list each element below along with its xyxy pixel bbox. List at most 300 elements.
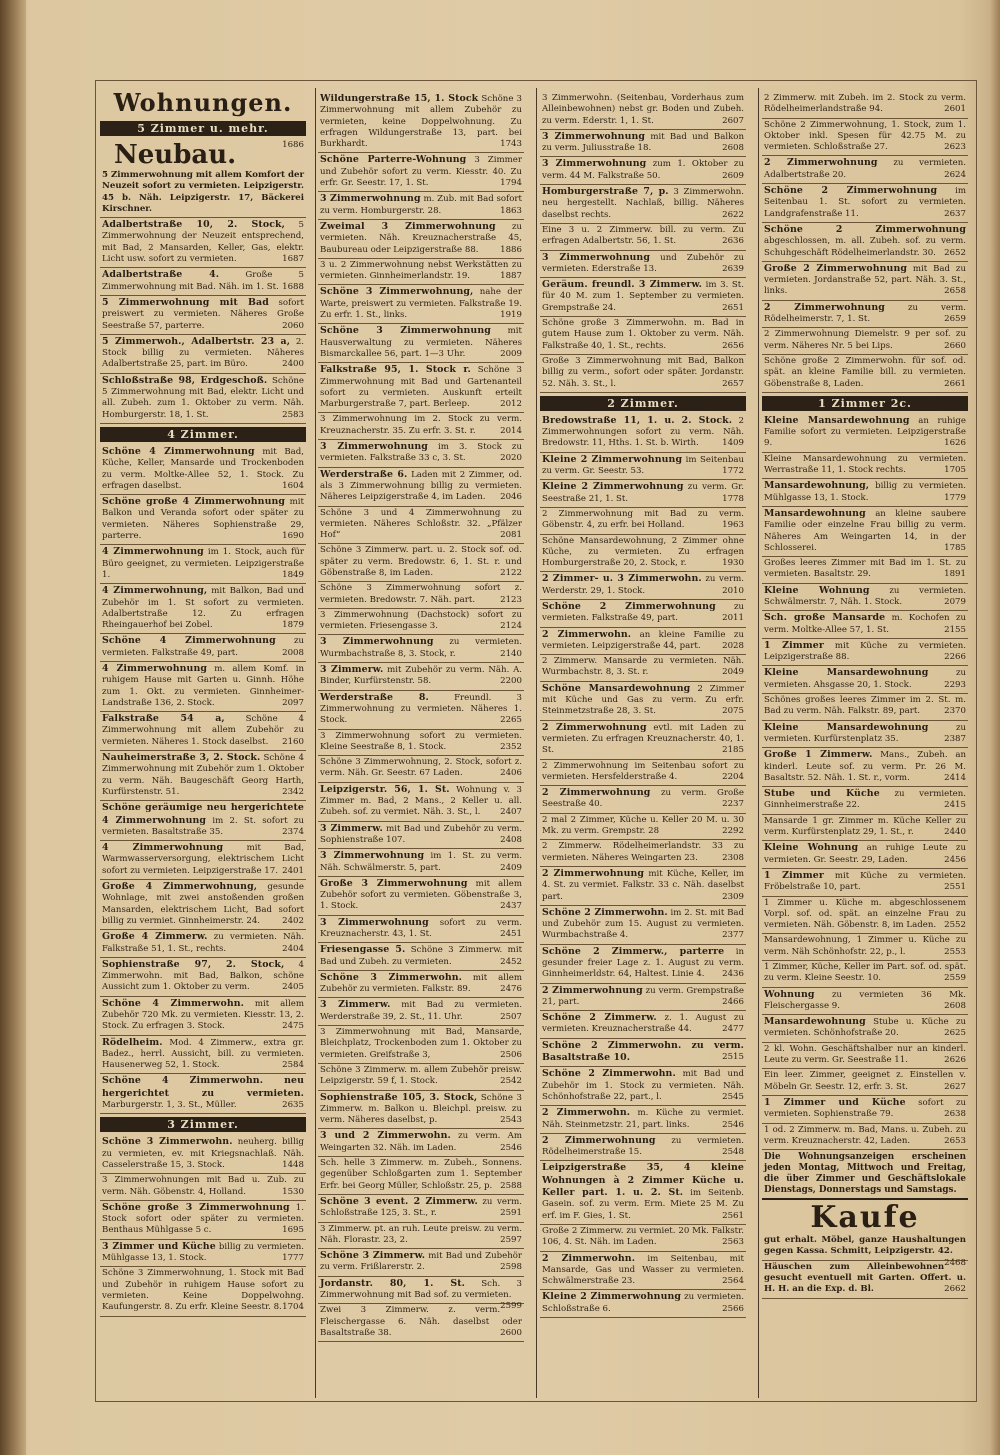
ad-text: Schöne große 3 Zimmerwohn. m. Bad in gutem Hause zum 1. Oktober zu verm. Näh. Falkstraße 40, 1. St., rechts.	[542, 318, 744, 351]
ad-heading: Wohnung	[764, 988, 815, 1000]
ad-text: 1. Stock sofort oder später zu vermieten. Benthaus Mühlgasse 5 c.	[102, 1202, 304, 1236]
page-gutter	[0, 0, 26, 1455]
ad-number: 2657	[722, 378, 744, 389]
ad-text: 3 Zimmerwohnung mit Bad, Mansarde, Bleichplatz, Trockenboden zum 1. Oktober zu vermieten. Greifstraße 3,	[320, 1027, 522, 1060]
ad-heading: Schöne 3 event. 2 Zimmerw.	[320, 1195, 478, 1207]
ad-text: mit Küche zu vermieten. Fröbelstraße 10, part.	[764, 870, 966, 893]
ad-text: Laden mit 2 Zimmer, od. als 3 Zimmerwohnung billig zu vermieten. Näheres Leipzigerstraße 4, im Laden.	[320, 469, 523, 503]
ad-number: 2542	[500, 1076, 522, 1087]
ad-text: Schöne 4 Zimmerwohnung mit Zubehör zum 1. Oktober zu verm. Näh. Baugeschäft Georg Harth, Kurfürstenstr. 51.	[102, 753, 305, 797]
ad-entry	[762, 815, 968, 842]
ad-number: 2451	[500, 929, 522, 939]
ad-text: zu vermieten 36 Mk. Fleischergasse 9.	[764, 989, 966, 1011]
ad-entry	[762, 1015, 968, 1043]
ad-entry	[540, 317, 746, 355]
ad-text: im Seitenbau zu verm. Gr. Seestr. 53.	[542, 454, 745, 477]
ad-number: 2660	[944, 340, 966, 351]
ad-entry	[540, 251, 746, 279]
ad-entry	[318, 1064, 524, 1091]
ad-entry	[762, 1124, 968, 1151]
ad-text: Schöne 3 Zimmerw. m. allem Zubehör preisw. Leipzigerstr. 59 f, 1. Stock.	[320, 1064, 522, 1087]
ad-entry	[100, 1036, 306, 1075]
ad-heading: Schöne 2 Zimmerwohn. zu verm. Basaltstraße 10.	[542, 1039, 744, 1064]
ad-number: 2400	[282, 359, 304, 370]
ad-text: 3 Zimmerwohnungen mit Bad u. Zub. zu verm. Näh. Göbenstr. 4, Holland.	[102, 1175, 304, 1197]
ad-heading: 3 Zimmerwohnung	[320, 441, 428, 453]
ad-entry	[540, 508, 746, 535]
ad-text: Schöne 3 Zimmerw. m. Balkon u. Bleichpl. preisw. zu verm. Näheres daselbst, p.	[320, 1092, 523, 1126]
ad-entry	[540, 535, 746, 573]
ad-entry	[318, 1157, 524, 1195]
ad-number: 2011	[722, 613, 744, 624]
ad-number: 1686	[282, 140, 304, 150]
ad-number: 2597	[500, 1234, 522, 1245]
ad-entry	[540, 157, 746, 185]
ad-number: 2561	[722, 1210, 744, 1221]
ad-text: 1 Zimmer u. Küche m. abgeschlossenem Vorpl. sof. od. spät. an einzelne Frau zu vermieten. Näh. Göbenstr. 8, im Laden.	[764, 897, 966, 931]
ad-text: Mansarde 1 gr. Zimmer m. Küche Keller zu verm. Kurfürstenplatz 29, 1. St., r.	[764, 815, 966, 838]
ad-number: 2566	[722, 1303, 744, 1314]
ad-entry	[100, 801, 306, 841]
ad-entry	[762, 1069, 968, 1096]
ad-entry	[762, 1043, 968, 1070]
ad-entry	[100, 751, 306, 801]
ad-text: z. 1. August zu vermieten. Kreuznacherstraße 44.	[542, 1013, 744, 1035]
ad-text: mit Zubehör zu verm. Näh. A. Binder, Kurfürstenstr. 58.	[320, 665, 523, 687]
ad-entry	[762, 507, 968, 557]
column-1	[100, 92, 306, 1392]
ad-number: 2563	[722, 1237, 744, 1248]
ad-entry	[762, 787, 968, 815]
ad-entry	[318, 220, 524, 259]
ad-number: 2293	[944, 679, 966, 690]
ad-number: 2466	[722, 996, 744, 1007]
ad-number: 2266	[944, 652, 966, 663]
ad-heading: Falkstraße 95, 1. Stock r.	[320, 364, 471, 376]
ad-heading: 1 Zimmer	[764, 869, 824, 881]
ad-entry	[318, 92, 524, 153]
ad-entry	[540, 1011, 746, 1039]
ad-text: sofort zu verm. Kreuznacherstr. 43, 1. St.	[320, 917, 522, 939]
ad-entry	[540, 840, 746, 867]
ad-entry	[762, 869, 968, 897]
ad-text: billig zu vermieten. Mühlgasse 13, 1. Stock.	[764, 481, 966, 503]
section-header-three-rooms: 3 Zimmer.	[100, 1117, 306, 1132]
ad-heading: Zweimal 3 Zimmerwohnung	[320, 220, 496, 232]
ad-entry	[318, 507, 524, 545]
ad-number: 1919	[500, 310, 522, 321]
ad-text: im 2. St. mit Bad und Zubehör zum 15. August zu vermieten. Wurmbachstraße 4.	[542, 907, 745, 941]
ad-entry	[100, 296, 306, 335]
ad-entry	[318, 849, 524, 877]
ad-heading: Geräum. freundl. 3 Zimmerw.	[542, 279, 703, 291]
ad-entry	[762, 666, 968, 694]
ad-heading: 3 Zimmerw.	[320, 999, 391, 1011]
ad-number: 2548	[722, 1147, 744, 1158]
ad-entry	[100, 634, 306, 662]
ad-number: 2408	[500, 834, 522, 845]
ad-heading: 3 Zimmer und Küche	[102, 1240, 216, 1252]
ad-entry	[318, 1304, 524, 1342]
column-2	[318, 92, 524, 1392]
ad-number: 2552	[944, 920, 966, 931]
ad-entry	[762, 223, 968, 262]
ad-text: im Seitenbau, mit Mansarde, Gas und Wasser zu vermieten. Schwälmerstraße 23.	[542, 1253, 744, 1287]
ad-entry	[100, 1201, 306, 1240]
ad-heading: Schöne 3 Zimmerwohn.	[102, 1136, 233, 1148]
ad-text: Schöne 3 Zimmerw. part. u. 2. Stock sof. od. später zu verm. Bredowstr. 6, 1. St. r. und Göbenstraße 8, im Laden.	[320, 545, 522, 578]
ad-number: 2546	[500, 1142, 522, 1153]
ad-heading: Kleine Mansardewohnung	[764, 667, 929, 679]
ad-text: zu vermieten. Adalbertstraße 20.	[764, 158, 966, 180]
ad-number: 2440	[944, 827, 966, 838]
ad-entry	[318, 691, 524, 730]
ad-text: Sch. 3 Zimmerwohnung mit Bad sof. zu vermieten.	[320, 1278, 522, 1301]
ad-text: m. Küche zu vermiet. Näh. Steinmetzstr. 21, part. links.	[542, 1108, 744, 1130]
ad-text: in gesunder freier Lage z. 1. August zu verm. Ginnheimerldstr. 64, Haltest. Linie 4.	[542, 946, 744, 980]
ad-heading: 1 Zimmer und Küche	[764, 1096, 906, 1108]
ad-number: 1705	[944, 465, 966, 476]
ad-text: zu verm. Am Weingarten 32. Näh. im Laden.	[320, 1131, 523, 1153]
ad-entry	[318, 582, 524, 609]
ad-heading: 2 Zimmerwohnung	[542, 1134, 656, 1146]
ad-text: mit allem Zubehör zu vermieten. Falkstr. 89.	[320, 972, 522, 995]
ad-number: 2407	[500, 807, 522, 818]
ad-text: im 3. Stock zu vermieten. Falkstraße 33 c, 3. St.	[320, 442, 522, 464]
ad-number: 1863	[500, 205, 522, 216]
ad-entry	[318, 363, 524, 413]
ad-text: Zwei 3 Zimmerw. z. verm. Fleischergasse 6. Näh. daselbst oder Basaltstraße 38.	[320, 1305, 522, 1338]
ad-entry	[318, 663, 524, 691]
ad-number: 2468	[944, 1257, 966, 1268]
ad-text: Marburgerstr. 1, 3. St., Müller.	[102, 1100, 237, 1111]
ad-text: Schönes großes leeres Zimmer im 2. St. m. Bad zu verm. Näh. Falkstr. 89, part.	[764, 695, 966, 717]
ad-text: mit Küche zu vermieten. Leipzigerstraße 88.	[764, 640, 966, 663]
ad-number: 2308	[722, 852, 744, 863]
ad-entry	[540, 1039, 746, 1068]
ad-entry	[100, 930, 306, 958]
ad-heading: Schöne 2 Zimmerw.	[542, 1012, 657, 1024]
ad-entry	[540, 1134, 746, 1162]
ad-text: mit Bad, Warmwasserversorgung, elektrischem Licht sofort zu vermieten. Leipzigerstraße 17.	[102, 843, 304, 876]
ad-entry	[540, 1252, 746, 1291]
ad-text: 3 Zimmerw. pt. an ruh. Leute preisw. zu verm. Näh. Florastr. 23, 2.	[320, 1223, 522, 1245]
ad-entry	[540, 453, 746, 481]
ad-number: 1743	[500, 139, 522, 150]
ad-number: 2475	[282, 1021, 304, 1032]
ad-entry	[762, 934, 968, 961]
ad-heading: 4 Zimmerwohnung	[102, 662, 208, 674]
ad-number: 2477	[722, 1024, 744, 1035]
publication-notice: Die Wohnungsanzeigen erscheinen jeden Montag, Mittwoch und Freitag, die über Zimmer und Geschäftslokale Dienstags, Donnerstags und Samstags.	[762, 1150, 968, 1200]
ad-number: 1887	[500, 271, 522, 282]
ad-heading: 2 Zimmer- u. 3 Zimmerwohn.	[542, 573, 702, 585]
ad-heading: 5 Zimmerwoh., Adalbertstr. 23 a,	[102, 335, 291, 347]
ad-number: 2515	[722, 1052, 744, 1063]
ad-heading: Schöne 2 Zimmerwohnung	[764, 223, 966, 235]
ad-text: 2 Zimmerw. mit Zubeh. im 2. Stock zu verm. Rödelheimerlandstraße 94.	[764, 93, 966, 115]
ad-number: 2292	[722, 826, 744, 837]
ad-text: Schöne 3 und 4 Zimmerwohnung zu vermieten. Näheres Schloßstr. 32. „Pfälzer Hof“	[320, 507, 522, 541]
ad-number: 1879	[282, 620, 304, 631]
ad-number: 2625	[944, 1028, 966, 1039]
ad-text: Häuschen zum Alleinbewohnen gesucht eventuell mit Garten. Offert. u. H. H. an die Exp. d. Bl.	[764, 1261, 966, 1295]
ad-number: 2437	[500, 901, 522, 912]
ad-list	[540, 92, 746, 393]
ad-entry	[318, 943, 524, 971]
ad-heading: 2 Zimmerwohn.	[542, 628, 632, 640]
ad-heading: Schöne große 4 Zimmerwohnung	[102, 496, 286, 508]
ad-heading: Leipzigerstraße 35, 4 kleine Wohnungen à 2 Zimmer Küche u. Keller part. 1. u. 2. St.	[542, 1162, 744, 1199]
section-header-five-rooms: 5 Zimmer u. mehr.	[100, 121, 306, 136]
ad-entry	[540, 945, 746, 984]
ad-text: 2 Zimmerw. Rödelheimerlandstr. 33 zu vermieten. Näheres Weingarten 23.	[542, 841, 744, 863]
ad-number: 2452	[500, 956, 522, 967]
ad-entry	[762, 897, 968, 935]
ad-heading: 3 Zimmerwohnung	[320, 850, 425, 862]
ad-heading: Große 3 Zimmerwohnung	[320, 877, 468, 889]
ad-entry	[762, 611, 968, 639]
ad-entry	[100, 268, 306, 296]
ad-text: Schöne 2 Zimmerwohnung, 1. Stock, zum 1. Oktober inkl. Spesen für 42.75 M. zu vermieten. Schloßstraße 27.	[764, 119, 966, 153]
ad-number: 2639	[722, 263, 744, 274]
ad-entry	[318, 1223, 524, 1250]
ad-number: 2588	[500, 1180, 522, 1191]
ad-entry	[540, 185, 746, 224]
ad-number: 2401	[282, 865, 304, 876]
ad-text: Eine 3 u. 2 Zimmerw. bill. zu verm. Zu erfragen Adalbertstr. 56, 1. St.	[542, 224, 744, 247]
ad-heading: Werderstraße 6.	[320, 468, 408, 480]
ad-number: 2370	[944, 706, 966, 717]
ad-number: 2387	[944, 733, 966, 744]
ad-text: Schöne 3 Zimmerwohnung mit Bad und Gartenanteil sofort zu vermieten. Auskunft erteilt Marburgerstraße 7, part. Berleep.	[320, 365, 522, 410]
ad-heading: Rödelheim.	[102, 1036, 163, 1048]
ad-number: 2559	[944, 973, 966, 984]
ad-number: 2651	[722, 302, 744, 313]
ad-entry	[318, 998, 524, 1026]
ad-heading: Adalbertstraße 4.	[102, 269, 220, 281]
ad-number: 1785	[944, 542, 966, 553]
ad-heading: 3 Zimmerwohnung	[542, 130, 646, 142]
ad-number: 2414	[944, 772, 966, 783]
ad-text: im 1. St. zu verm. Näh. Schwälmerstr. 5, part.	[320, 851, 522, 873]
ad-number: 1695	[282, 1225, 304, 1236]
ad-entry	[762, 355, 968, 393]
ad-number: 2081	[500, 530, 522, 541]
ad-number: 2436	[722, 969, 744, 980]
ad-entry	[100, 712, 306, 751]
ad-heading: Mansardewohnung	[764, 1016, 866, 1028]
ad-text: zu vermieten. Kurfürstenplatz 35.	[764, 722, 966, 744]
ad-text: 3 Zimmer und Zubehör sofort zu verm. Kiesstr. 40. Zu erfr. Gr. Seestr. 17, 1. St.	[320, 155, 522, 189]
ad-entry	[762, 961, 968, 988]
ad-heading: Sophienstraße 97, 2. Stock,	[102, 958, 285, 970]
ad-text: Große 3 Zimmerwohnung mit Bad, Balkon billig zu verm., sofort oder später. Jordanstr. 52. Näh. 3. St., l.	[542, 355, 744, 389]
ad-text: zu vermieten. Schwälmerstr. 7, Näh. 1. Stock.	[764, 585, 966, 607]
ad-entry	[762, 557, 968, 584]
ad-heading: Kleine Mansardewohnung	[764, 414, 910, 426]
ad-number: 2583	[282, 409, 304, 420]
ad-heading: Kleine 2 Zimmerwohnung	[542, 453, 683, 465]
ad-text: mit allem Zubehör sofort zu vermieten. Göbenstraße 3, 1. Stock.	[320, 878, 523, 912]
ad-entry	[100, 218, 306, 268]
ad-heading: Schöne 2 Zimmerw., parterre	[542, 945, 725, 957]
ad-heading: Schöne 3 Zimmerwohnung	[320, 325, 491, 337]
ad-text: Schöne 5 Zimmerwohnung mit Bad, elektr. Licht und all. Zubeh. zum 1. Oktober zu verm. Näh. Homburgerstr. 18, 1. St.	[102, 375, 304, 420]
ad-text: 3 u. 2 Zimmerwohnung nebst Werkstätten zu vermieten. Ginnheimerlandstr. 19.	[320, 259, 522, 282]
ad-heading: Homburgerstraße 7, p.	[542, 186, 669, 198]
ad-number: 2049	[722, 667, 744, 678]
ad-heading: Große 2 Zimmerwohnung	[764, 262, 908, 274]
ad-heading: Schöne 4 Zimmerwohn. neu hergerichtet zu vermieten.	[102, 1075, 304, 1099]
ad-heading: 4 Zimmerwohnung,	[102, 585, 208, 597]
ad-entry	[318, 756, 524, 783]
ad-number: 2545	[722, 1091, 744, 1102]
ad-entry	[100, 335, 306, 374]
ad-heading: Schöne 2 Zimmerwohn.	[542, 906, 668, 918]
ad-number: 2564	[722, 1276, 744, 1287]
ad-number: 2123	[500, 594, 522, 605]
ad-heading: Mansardewohnung	[764, 507, 866, 519]
ad-number: 2352	[500, 741, 522, 752]
ad-number: 2415	[944, 800, 966, 811]
ad-text: zu vermieten. Rödelheimerstraße 15.	[542, 1135, 744, 1158]
ad-heading: Schloßstraße 98, Erdgeschoß.	[102, 374, 268, 386]
ad-number: 1604	[282, 480, 304, 491]
ad-text: 4 Zimmerwohn. mit Bad, Balkon, schöne Aussicht zum 1. Oktober zu verm.	[102, 959, 304, 993]
ad-number: 2405	[282, 982, 304, 993]
ad-text: m. Zub. mit Bad sofort zu verm. Homburgerstr. 28.	[320, 194, 522, 216]
ad-kaufe	[762, 1200, 968, 1268]
ad-number: 2627	[944, 1081, 966, 1092]
ad-entry	[318, 1249, 524, 1277]
ad-number: 2122	[500, 567, 522, 578]
ad-text: zu verm. Gr. Seestraße 21, 1. St.	[542, 482, 745, 504]
ad-entry	[762, 328, 968, 355]
ad-text: Schöne 3 Zimmerwohnung, 2. Stock, sofort z. verm. Näh. Gr. Seestr. 67 Laden.	[320, 757, 522, 779]
ad-heading: Schöne 4 Zimmerwohnung	[102, 445, 255, 457]
ad-entry	[318, 783, 524, 822]
ad-entry	[762, 694, 968, 721]
ad-number: 2506	[500, 1049, 522, 1060]
ad-number: 2661	[944, 378, 966, 389]
ad-heading: 5 Zimmerwohnung mit Bad	[102, 296, 269, 308]
ad-entry	[100, 880, 306, 930]
ad-heading: 3 Zimmerwohnung	[542, 158, 647, 170]
ad-text: zu vermieten. Falkstraße 49, part.	[542, 601, 745, 624]
ad-entry	[762, 414, 968, 453]
ad-number: 2012	[500, 399, 522, 410]
ad-text: m. Kochofen zu verm. Moltke-Allee 57, 1. St.	[764, 613, 967, 635]
ad-entry	[100, 1267, 306, 1316]
ad-heading: Große 4 Zimmerwohnung,	[102, 881, 258, 893]
ad-heading: Nauheimerstraße 3, 2. Stock.	[102, 752, 261, 764]
ad-heading: 2 Zimmerwohnung	[764, 157, 878, 169]
ad-text: an ruhige Familie sofort zu vermieten. Leipzigerstraße 9.	[764, 415, 967, 449]
ad-number: 1794	[500, 178, 522, 189]
ad-text: sofort preiswert zu vermieten. Näheres Große Seestraße 57, parterre.	[102, 297, 304, 331]
ad-number: 2551	[944, 882, 966, 893]
ad-text: zu vermieten. Schloßstraße 6.	[542, 1292, 744, 1314]
ad-text: zu verm. Werderstr. 29, 1. Stock.	[542, 574, 744, 596]
ad-text: 3 Zimmerwohn. (Seitenbau, Vorderhaus zum Alleinbewohnen) nebst gr. Boden und Zubeh. zu verm. Ederstr. 1, 1. St.	[542, 93, 744, 126]
ad-text: Schöne 3 Zimmerwohnung, 1. Stock mit Bad und Zubehör in ruhigem Hause sofort zu vermieten. Keine Doppelwohng. Kaufungerstr. 8. Zu erfr. Kleine Seestr. 8.	[102, 1268, 304, 1313]
ad-text: zu vermieten. Wurmbachstraße 8, 3. Stock, r.	[320, 637, 522, 659]
ad-number: 2140	[500, 648, 522, 659]
ad-number: 2591	[500, 1208, 522, 1219]
ad-text: zu vermieten. Näh. Kreuznacherstraße 45, Baubureau oder Leipzigerstraße 88.	[320, 221, 523, 255]
ad-text: zu vermieten. Ginnheimerstraße 22.	[764, 789, 966, 811]
ad-number: 2160	[282, 736, 304, 747]
ad-text: Schöne 3 Zimmerwohnung sofort z. vermieten. Bredowstr. 7. Näh. part.	[320, 583, 522, 605]
ad-list	[100, 445, 306, 1114]
ad-heading: Schöne 3 Zimmerwohn.	[320, 971, 463, 983]
ad-number: 2656	[722, 340, 744, 351]
ad-heading: Kleine Wohnung	[764, 842, 859, 854]
ad-text: 2. Stock billig zu vermieten. Näheres Adalbertstraße 25, part. im Büro.	[102, 336, 305, 370]
section-header-two-rooms: 2 Zimmer.	[540, 396, 746, 411]
ad-number: 2622	[722, 209, 744, 220]
ad-entry	[318, 1277, 524, 1312]
ad-heading: 3 Zimmerw.	[320, 822, 383, 834]
ad-text: im Seitenbau 1. St. sofort zu vermieten. Landgrafenstraße 11.	[764, 186, 967, 219]
ad-text: mit allem Zubehör 720 Mk. zu vermieten. Kiesstr. 13, 2. Stock. Zu erfragen 3. Stock.	[102, 998, 304, 1032]
ad-entry	[318, 1129, 524, 1157]
ad-text: mit Bad, Küche, Keller, Mansarde und Trockenboden zu verm. Moltke-Allee 52, 1. Stock. Zu erfragen daselbst.	[102, 446, 304, 491]
ad-number: 2584	[282, 1060, 304, 1071]
ad-text: 2 mal 2 Zimmer, Küche u. Keller 20 M. u. 30 Mk. zu verm. Grempstr. 28	[542, 814, 744, 837]
ad-text: mit Bad und Zubehör im 1. Stock zu vermieten. Näh. Schönhofstraße 22, part., l.	[542, 1069, 745, 1102]
neubau-title: Neubau.	[114, 140, 237, 170]
page-title: Wohnungen.	[113, 92, 293, 117]
ad-entry	[100, 662, 306, 712]
ad-text: gesunde Wohnlage, mit zwei anstoßenden großen Mansarden, elektrischem Licht, Bad sofort billig zu vermiet. Ginnheimerstr. 24.	[102, 882, 305, 926]
ad-entry	[318, 822, 524, 850]
ad-text: Schöne 3 Zimmerwohnung mit allem Zubehör zu vermieten, keine Doppelwohnung. Zu erfragen Wildungerstraße 13, part. bei Burkhardt.	[320, 94, 523, 150]
ad-text: mit Bad und Balkon zu verm. Juliusstraße 18.	[542, 131, 744, 154]
ad-text: im 3. St. für 40 M. zum 1. September zu vermieten. Grempstraße 24.	[542, 280, 744, 313]
ad-entry	[762, 262, 968, 301]
ad-heading: 1 Zimmer	[764, 639, 824, 651]
ad-entry	[318, 413, 524, 440]
ad-text: an ruhige Leute zu vermieten. Gr. Seestr. 29, Laden.	[764, 843, 966, 865]
ad-number: 2546	[722, 1119, 744, 1130]
ad-number: 2652	[944, 247, 966, 258]
ad-number: 2543	[500, 1115, 522, 1126]
section-header-one-room: 1 Zimmer 2c.	[762, 396, 968, 411]
ad-heading: Kleine 2 Zimmerwohnung	[542, 481, 684, 493]
ad-heading: 3 Zimmerwohnung	[320, 916, 429, 928]
ad-entry	[540, 414, 746, 453]
ad-heading: 3 Zimmerwohnung	[542, 251, 650, 263]
ad-number: 2265	[500, 715, 522, 726]
ad-entry	[318, 468, 524, 507]
ad-number: 2060	[282, 320, 304, 331]
ad-number: 2124	[500, 621, 522, 632]
ad-text: m. allem Komf. in ruhigem Hause mit Garten u. Ginnh. Höhe zum 1. Okt. zu vermieten. Ginnheimer-Landstraße 136, 2. Stock.	[102, 663, 304, 708]
ad-text: 2 Zimmerwohnung im Seitenbau sofort zu vermieten. Hersfelderstraße 4.	[542, 760, 744, 782]
ad-number: 2404	[282, 943, 304, 954]
ad-entry	[100, 1135, 306, 1174]
ad-heading: Schöne 3 Zimmerw.	[320, 1250, 426, 1262]
ad-text: Mod. 4 Zimmerw., extra gr. Badez., herrl. Aussicht, bill. zu vermieten. Hausenerweg 52, 1. Stock.	[102, 1037, 305, 1071]
ad-number: 2456	[944, 854, 966, 865]
ad-entry	[540, 906, 746, 945]
ad-heading: 3 und 2 Zimmerwohn.	[320, 1130, 451, 1142]
ad-heading: Große 1 Zimmerw.	[764, 749, 873, 761]
ad-heading: 2 Zimmerwohnung	[542, 787, 651, 799]
ad-entry	[762, 584, 968, 612]
